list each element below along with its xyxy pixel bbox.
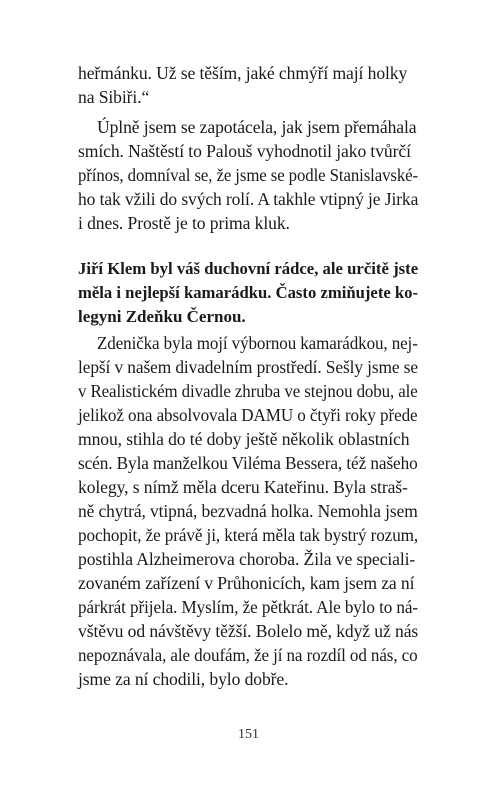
text-line: vštěvu od návštěvy těžší. Bolelo mě, když už nás: [78, 621, 419, 641]
question-line: legyni Zdeňku Černou.: [78, 307, 246, 326]
text-line: lepší v našem divadelním prostředí. Sešly jsme se: [78, 357, 418, 377]
text-line: ně chytrá, vtipná, bezvadná holka. Nemohla jsem: [78, 501, 418, 521]
text-line: pochopit, že právě ji, která měla tak bystrý rozum,: [78, 525, 419, 545]
question-line: Jiří Klem byl váš duchovní rádce, ale určitě jste: [78, 259, 419, 278]
page-number: 151: [238, 727, 259, 742]
text-line: přínos, domníval se, že jsme se podle Stanislavské-: [78, 165, 419, 185]
text-line: heřmánku. Už se těším, jaké chmýří mají holky: [78, 63, 408, 83]
text-line: kolegy, s nímž měla dceru Kateřinu. Byla straš-: [78, 477, 408, 497]
text-line: jelikož ona absolvovala DAMU o čtyři roky přede: [78, 405, 418, 425]
text-line: mnou, stihla do té doby ještě několik oblastních: [78, 429, 410, 449]
text-line: Zdenička byla mojí výbornou kamarádkou, nej-: [97, 333, 418, 353]
text-line: postihla Alzheimerova choroba. Žila ve speciali-: [78, 549, 416, 569]
text-line: párkrát přijela. Myslím, že pětkrát. Ale bylo to ná-: [78, 597, 419, 617]
text-line: nepoznávala, ale doufám, že jí na rozdíl od nás, co: [78, 645, 418, 665]
text-line: na Sibiři.“: [78, 87, 150, 107]
text-line: jsme za ní chodili, bylo dobře.: [78, 669, 289, 689]
text-line: i dnes. Prostě je to prima kluk.: [78, 213, 290, 233]
text-line: scén. Byla manželkou Viléma Bessera, též našeho: [78, 453, 418, 473]
text-line: smích. Naštěstí to Palouš vyhodnotil jako tvůrčí: [78, 141, 411, 161]
text-line: v Realistickém divadle zhruba ve stejnou dobu, ale: [78, 381, 418, 401]
question-line: měla i nejlepší kamarádku. Často zmiňujete ko-: [78, 283, 419, 302]
text-line: ho tak vžili do svých rolí. A takhle vtipný je Jirka: [78, 189, 419, 209]
text-line: zovaném zařízení v Průhonicích, kam jsem za ní: [78, 573, 415, 593]
text-line: Úplně jsem se zapotácela, jak jsem přemáhala: [97, 117, 417, 137]
